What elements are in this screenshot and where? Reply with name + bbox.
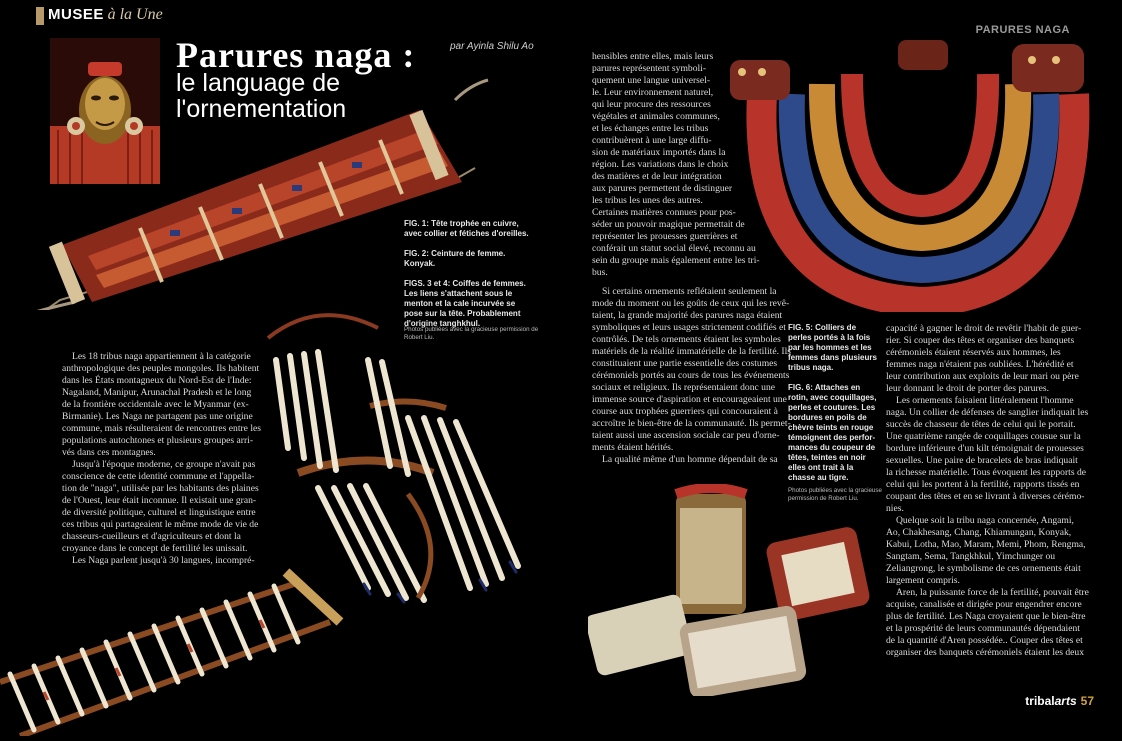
caption-line: par les hommes et les bbox=[788, 343, 872, 352]
body-line: naga. Un collier de défenses de sanglier indiquait les bbox=[886, 407, 1089, 418]
body-line: croyance dans le concept de fertilité les unissait. bbox=[62, 543, 248, 554]
body-column-3 bbox=[886, 323, 1089, 659]
body-line: de la frontière occidentale avec le Myanmar (ex- bbox=[62, 399, 249, 410]
caption-line: femmes dans plusieurs bbox=[788, 353, 877, 362]
body-line: Les 18 tribus naga appartiennent à la catégorie bbox=[72, 351, 251, 362]
body-line: les tribus les unes des autres. bbox=[592, 195, 703, 206]
body-line: plus de fertilité. Les Naga croyaient que le bien-être bbox=[886, 611, 1086, 622]
credit-line: Robert Liu. bbox=[404, 334, 435, 341]
caption-line: FIG. 5: Colliers de bbox=[788, 323, 857, 332]
body-line: Nagaland, Manipur, Arunachal Pradesh et le long bbox=[62, 387, 252, 398]
body-line: cérémoniels étaient réservés aux hommes, les bbox=[886, 347, 1061, 358]
body-line: qui leur procure des ressources bbox=[592, 99, 711, 110]
caption-line: bordures en poils de bbox=[788, 413, 867, 422]
body-line: Birmanie). Les Naga ne partagent pas une origine bbox=[62, 411, 253, 422]
body-column-1 bbox=[62, 351, 261, 567]
body-line: région. Les variations dans le choix bbox=[592, 159, 729, 170]
body-line: de l'Ouest, leur était inconnue. Il existait une gran- bbox=[62, 495, 257, 506]
caption-line: FIG. 1: Tête trophée en cuivre, bbox=[404, 219, 519, 228]
article-subtitle bbox=[176, 70, 346, 122]
caption-line: elles ont trait à la bbox=[788, 463, 854, 472]
body-line: populations autochtones et plusieurs groupes arri- bbox=[62, 435, 254, 446]
body-line: contribuèrent à une large diffu- bbox=[592, 135, 712, 146]
body-line: et la prospérité de leurs communautés dépendaient bbox=[886, 623, 1080, 634]
photo-credit-right bbox=[788, 487, 882, 503]
running-head: PARURES NAGA bbox=[975, 24, 1070, 36]
rubric-sub: à la Une bbox=[107, 6, 163, 23]
caption-line: menton et la cale incurvée se bbox=[404, 299, 516, 308]
body-line: chasseurs-cueilleurs et d'agriculteurs et dont la bbox=[62, 531, 241, 542]
body-line: femmes naga n'étaient pas oubliées. L'hérédité et bbox=[886, 359, 1074, 370]
body-line: Sangtam, Sema, Tangkhkul, Yimchunger ou bbox=[886, 551, 1056, 562]
caption-line: Les liens s'attachent sous le bbox=[404, 289, 513, 298]
body-line: séder un pouvoir magique permettait de bbox=[592, 219, 745, 230]
caption-line: chèvre teints en rouge bbox=[788, 423, 874, 432]
subtitle-line: l'ornementation bbox=[176, 95, 347, 123]
caption-line: pose sur la tête. Probablement bbox=[404, 309, 521, 318]
shell-collar-photo bbox=[0, 562, 356, 736]
body-line: représenter les prouesses guerrières et bbox=[592, 231, 738, 242]
body-line: Ao, Chakhesang, Chang, Khiamungan, Konyak, bbox=[886, 527, 1072, 538]
body-line: et les échanges entre les tribus bbox=[592, 123, 709, 134]
body-line: Certaines matières connues pour pos- bbox=[592, 207, 736, 218]
body-line: aux parures permettent de distinguer bbox=[592, 183, 733, 194]
body-line: symboliques et leurs usages strictement codifiés et bbox=[592, 322, 786, 333]
body-line: dans les États montagneux du Nord-Est de l'Inde: bbox=[62, 375, 252, 386]
body-column-2-bottom bbox=[592, 286, 791, 466]
body-line: bordure inférieure d'un kilt témoignait de prouesses bbox=[886, 443, 1084, 454]
caption-line: mances du coupeur de bbox=[788, 443, 876, 452]
caption-line: FIG. 6: Attaches en bbox=[788, 383, 861, 392]
credit-line: permission de Robert Liu. bbox=[788, 495, 859, 502]
body-line: de la quantité d'Aren possédée.. Couper des têtes et bbox=[886, 635, 1083, 646]
caption-line: chasse au tigre. bbox=[788, 473, 849, 482]
body-line: tion de "naga", utilisée par les habitants des plaines bbox=[62, 483, 259, 494]
body-line: taient, la grande majorité des parures naga étaient bbox=[592, 310, 783, 321]
page-number: 57 bbox=[1080, 694, 1094, 708]
body-column-2-top bbox=[592, 51, 760, 279]
body-line: contrôlés. De tels ornements étaient les symboles bbox=[592, 334, 781, 345]
body-line: Quelque soit la tribu naga concernée, Angami, bbox=[896, 515, 1074, 526]
body-line: hensibles entre elles, mais leurs bbox=[592, 51, 714, 62]
caption-line: d'origine tanghkhul. bbox=[404, 319, 481, 328]
body-line: Si certains ornements reflétaient seulement la bbox=[602, 286, 777, 297]
bead-necklaces-photo bbox=[722, 34, 1102, 312]
byline: par Ayinla Shilu Ao bbox=[450, 41, 534, 52]
body-line: Les Naga parlent jusqu'à 30 langues, incompré- bbox=[72, 555, 255, 566]
body-line: anthropologique des peuples mongoles. Ils habitent bbox=[62, 363, 260, 374]
body-line: taient aussi une ascension sociale car peu d'orne- bbox=[592, 430, 780, 441]
body-line: commune, mais résulteraient de rencontres entre les bbox=[62, 423, 261, 434]
body-line: végétales et animales communes, bbox=[592, 111, 720, 122]
body-line: organiser des banquets cérémoniels étaient les deux bbox=[886, 647, 1085, 658]
body-line: course aux trophées guerriers qui concouraient à bbox=[592, 406, 778, 417]
body-line: leur donnant le droit de porter des parures. bbox=[886, 383, 1050, 394]
body-line: quement une langue universel- bbox=[592, 75, 711, 86]
body-line: acquise, canalisée et dirigée pour engendrer encore bbox=[886, 599, 1082, 610]
body-line: des matières et de leur intégration bbox=[592, 171, 722, 182]
caption-line: perles portés à la fois bbox=[788, 333, 871, 342]
rubric-marker bbox=[36, 7, 44, 25]
caption-line: rotin, avec coquillages, bbox=[788, 393, 877, 402]
caption-line: témoignent des perfor- bbox=[788, 433, 876, 442]
body-line: conscience de cette identité commune et l'appella- bbox=[62, 471, 255, 482]
body-line: leur contribution aux exploits de leur mari ou père bbox=[886, 371, 1079, 382]
body-line: Kabui, Lotha, Mao, Maram, Memi, Phom, Rengma, bbox=[886, 539, 1086, 550]
caption-line bbox=[404, 239, 529, 249]
body-line: sion de matériaux importés dans la bbox=[592, 147, 726, 158]
body-line: largement compris. bbox=[886, 575, 960, 586]
body-line: immense source d'aspiration et encourageaient une bbox=[592, 394, 787, 405]
rubric-main: MUSEE bbox=[48, 6, 104, 23]
section-rubric bbox=[48, 6, 163, 24]
caption-line: FIGS. 3 et 4: Coiffes de femmes. bbox=[404, 279, 526, 288]
body-line: Zeliangrong, le symbolisme de ces ornements était bbox=[886, 563, 1081, 574]
caption-line: têtes, teintes en noir bbox=[788, 453, 866, 462]
body-line: cérémoniels portés au cours de tous les événements bbox=[592, 370, 790, 381]
body-line: bus. bbox=[592, 267, 608, 278]
body-line: La qualité même d'un homme dépendait de sa bbox=[602, 454, 778, 465]
body-line: accroître le bien-être de la communauté. Ils permet- bbox=[592, 418, 791, 429]
page-footer bbox=[1025, 694, 1094, 708]
body-line: conférait un statut social élevé, reconnu au bbox=[592, 243, 756, 254]
caption-line: avec collier et fétiches d'oreilles. bbox=[404, 229, 529, 238]
caption-line: Konyak. bbox=[404, 259, 436, 268]
magazine-brand: tribalarts bbox=[1025, 694, 1077, 708]
body-line: coupant des têtes et en se livrant à diverses cérémo- bbox=[886, 491, 1085, 502]
body-line: Une quatrième rangée de coquillages cousue sur la bbox=[886, 431, 1081, 442]
armlets-photo bbox=[588, 484, 878, 696]
body-line: parures représentent symboli- bbox=[592, 63, 707, 74]
body-line: Aren, la puissante force de la fertilité, pouvait être bbox=[896, 587, 1089, 598]
body-line: celui qui les portent à la fertilité, rapports tissés en bbox=[886, 479, 1080, 490]
body-line: rier. Si couper des têtes et organiser des banquets bbox=[886, 335, 1075, 346]
caption-line: tribus naga. bbox=[788, 363, 834, 372]
body-line: sexuelles. Une paire de bracelets de bras indiquait bbox=[886, 455, 1078, 466]
body-line: Jusqu'à l'époque moderne, ce groupe n'avait pas bbox=[72, 459, 256, 470]
credit-line: Photos publiées avec la gracieuse bbox=[788, 487, 882, 494]
body-line: Les ornements faisaient littéralement l'homme bbox=[896, 395, 1074, 406]
caption-line: perles et coutures. Les bbox=[788, 403, 876, 412]
body-line: sociaux et religieux. Ils représentaient donc une bbox=[592, 382, 776, 393]
credit-line: Photos publiées avec la gracieuse permission de bbox=[404, 326, 539, 333]
caption-line: FIG. 2: Ceinture de femme. bbox=[404, 249, 506, 258]
body-line: ments étaient hérités. bbox=[592, 442, 674, 453]
body-line: nies. bbox=[886, 503, 904, 514]
body-line: capacité à gagner le droit de revêtir l'habit de guer- bbox=[886, 323, 1082, 334]
body-line: constituaient une partie essentielle des costumes bbox=[592, 358, 778, 369]
body-line: succès de chasseur de têtes de celui qui le portait. bbox=[886, 419, 1076, 430]
photo-credit-left bbox=[404, 326, 538, 342]
body-line: mode du moment ou les goûts de ceux qui les revê- bbox=[592, 298, 790, 309]
body-line: le. Leur environnement naturel, bbox=[592, 87, 714, 98]
captions-right bbox=[788, 323, 877, 483]
body-line: ces tribus qui partageaient le même mode de vie de bbox=[62, 519, 259, 530]
body-line: matériels de la réalité immatérielle de la fertilité. Ils bbox=[592, 346, 791, 357]
body-line: la richesse matérielle. Tous évoquent les rapports de bbox=[886, 467, 1087, 478]
article-title: Parures naga : bbox=[176, 35, 416, 75]
caption-line bbox=[788, 373, 877, 383]
caption-line bbox=[404, 269, 529, 279]
subtitle-line: le language de bbox=[176, 69, 341, 97]
body-line: vés dans ces montagnes. bbox=[62, 447, 156, 458]
body-line: de diversité politique, culturel et linguistique entre bbox=[62, 507, 256, 518]
body-line: sein du groupe mais également entre les tri- bbox=[592, 255, 760, 266]
captions-left bbox=[404, 219, 529, 329]
